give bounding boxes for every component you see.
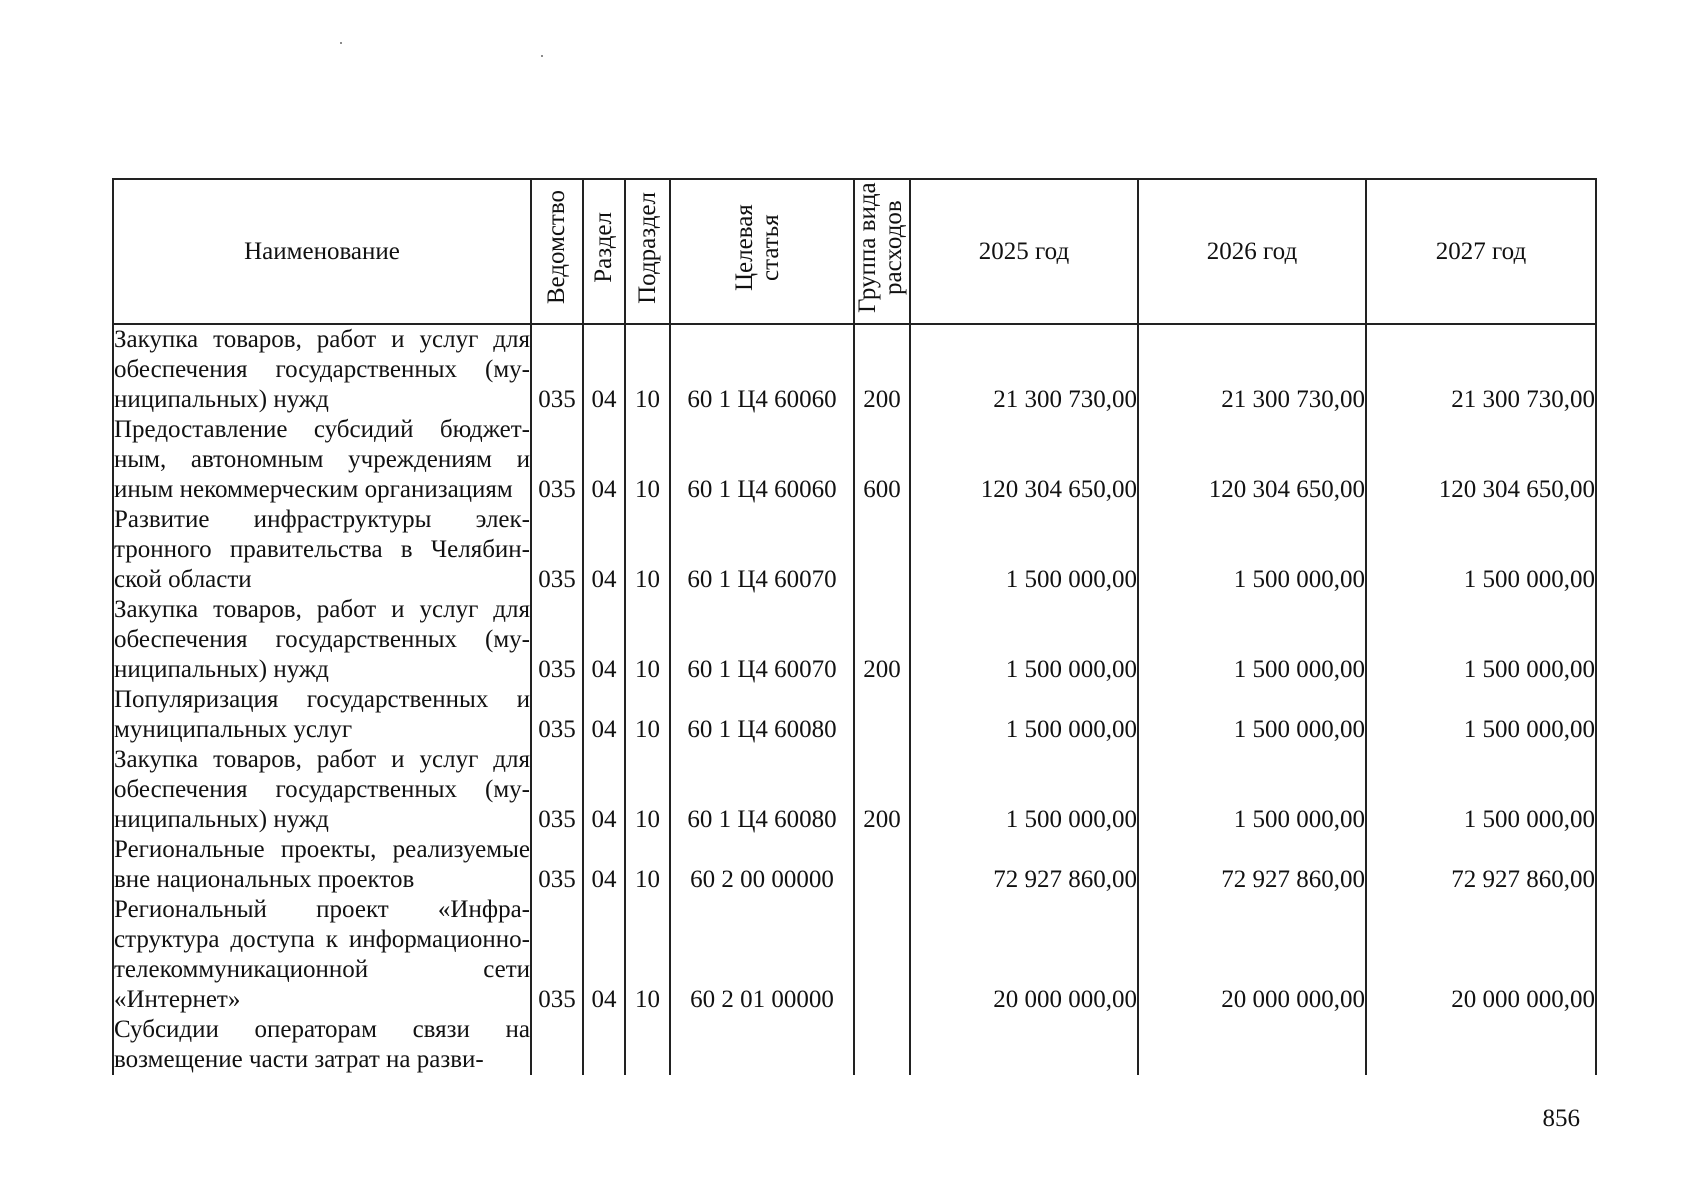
row-2025 (910, 1015, 1138, 1075)
row-gruppa (854, 1015, 910, 1075)
row-razdel: 04 (583, 685, 625, 745)
table-row (113, 595, 1596, 685)
row-2027 (1366, 1015, 1596, 1075)
table-row (113, 685, 1596, 745)
table-row (113, 324, 1596, 415)
row-2026 (1138, 1015, 1366, 1075)
row-vedomstvo: 035 (531, 505, 583, 595)
row-podrazdel: 10 (625, 324, 670, 415)
header-2025 (910, 179, 1138, 324)
header-celevaya-statya-label: Целевая статья (731, 204, 784, 291)
scan-speck (541, 55, 543, 57)
row-razdel (583, 1015, 625, 1075)
row-2025: 1 500 000,00 (910, 685, 1138, 745)
row-2025: 1 500 000,00 (910, 745, 1138, 835)
table-row (113, 415, 1596, 505)
row-podrazdel: 10 (625, 835, 670, 895)
header-2026-label: 2026 год (1206, 237, 1298, 265)
table-row (113, 835, 1596, 895)
header-podrazdel (625, 179, 670, 324)
budget-table (112, 178, 1597, 1075)
row-2025: 120 304 650,00 (910, 415, 1138, 505)
header-celevaya-statya (670, 179, 854, 324)
row-2026: 72 927 860,00 (1138, 835, 1366, 895)
row-2025: 20 000 000,00 (910, 895, 1138, 1015)
row-razdel: 04 (583, 505, 625, 595)
row-podrazdel: 10 (625, 415, 670, 505)
header-podrazdel-label: Подраздел (633, 191, 661, 304)
row-celevaya-statya (670, 1015, 854, 1075)
row-podrazdel: 10 (625, 745, 670, 835)
table-row (113, 745, 1596, 835)
scan-speck (340, 42, 342, 44)
row-2027: 1 500 000,00 (1366, 745, 1596, 835)
row-2026: 20 000 000,00 (1138, 895, 1366, 1015)
row-celevaya-statya: 60 1 Ц4 60060 (670, 324, 854, 415)
header-razdel (583, 179, 625, 324)
row-podrazdel: 10 (625, 595, 670, 685)
row-razdel: 04 (583, 415, 625, 505)
row-name: Закупка товаров, работ и услуг для обеспечения государственных (муниципальных) нужд (114, 746, 530, 833)
row-razdel: 04 (583, 324, 625, 415)
row-2026: 1 500 000,00 (1138, 745, 1366, 835)
row-name: Региональный проект «Инфраструктура доступа к информационно-телекоммуникационной сети «Интернет» (114, 896, 530, 1013)
row-podrazdel: 10 (625, 895, 670, 1015)
row-2027: 1 500 000,00 (1366, 505, 1596, 595)
row-name: Закупка товаров, работ и услуг для обеспечения государственных (муниципальных) нужд (114, 596, 530, 683)
row-podrazdel: 10 (625, 505, 670, 595)
row-2027: 72 927 860,00 (1366, 835, 1596, 895)
row-gruppa (854, 835, 910, 895)
row-gruppa (854, 505, 910, 595)
header-name (113, 179, 531, 324)
row-2027: 120 304 650,00 (1366, 415, 1596, 505)
header-vedomstvo-label: Ведомство (543, 190, 570, 305)
row-2026: 1 500 000,00 (1138, 505, 1366, 595)
row-vedomstvo: 035 (531, 745, 583, 835)
row-podrazdel (625, 1015, 670, 1075)
table-row (113, 505, 1596, 595)
row-2026: 1 500 000,00 (1138, 685, 1366, 745)
header-gruppa (854, 179, 910, 324)
row-2026: 120 304 650,00 (1138, 415, 1366, 505)
header-name-label: Наименование (244, 237, 400, 265)
row-2025: 72 927 860,00 (910, 835, 1138, 895)
row-celevaya-statya: 60 2 01 00000 (670, 895, 854, 1015)
row-celevaya-statya: 60 1 Ц4 60070 (670, 595, 854, 685)
row-2027: 1 500 000,00 (1366, 595, 1596, 685)
header-razdel-label: Раздел (590, 212, 617, 283)
row-vedomstvo: 035 (531, 324, 583, 415)
row-celevaya-statya: 60 1 Ц4 60080 (670, 745, 854, 835)
row-name: Развитие инфраструктуры электронного правительства в Челябинской области (114, 506, 530, 593)
header-2026 (1138, 179, 1366, 324)
row-2025: 1 500 000,00 (910, 595, 1138, 685)
row-gruppa (854, 895, 910, 1015)
row-gruppa: 200 (854, 745, 910, 835)
row-2027: 20 000 000,00 (1366, 895, 1596, 1015)
row-razdel: 04 (583, 595, 625, 685)
row-name: Закупка товаров, работ и услуг для обеспечения государственных (муниципальных) нужд (114, 326, 530, 413)
row-name: Предоставление субсидий бюджетным, автономным учреждениям и иным некоммерческим организациям (114, 416, 530, 503)
row-razdel: 04 (583, 835, 625, 895)
row-name: Субсидии операторам связи на возмещение части затрат на разви- (114, 1016, 530, 1073)
row-celevaya-statya: 60 1 Ц4 60070 (670, 505, 854, 595)
row-vedomstvo (531, 1015, 583, 1075)
row-razdel: 04 (583, 895, 625, 1015)
row-gruppa (854, 685, 910, 745)
table-header-row (113, 179, 1596, 324)
row-razdel: 04 (583, 745, 625, 835)
row-2025: 21 300 730,00 (910, 324, 1138, 415)
row-celevaya-statya: 60 2 00 00000 (670, 835, 854, 895)
header-gruppa-label: Группа вида расходов (854, 182, 907, 313)
row-name: Популяризация государственных и муниципальных услуг (114, 686, 530, 743)
row-vedomstvo: 035 (531, 595, 583, 685)
header-vedomstvo (531, 179, 583, 324)
row-vedomstvo: 035 (531, 415, 583, 505)
row-gruppa: 200 (854, 324, 910, 415)
row-vedomstvo: 035 (531, 895, 583, 1015)
header-2027 (1366, 179, 1596, 324)
row-2025: 1 500 000,00 (910, 505, 1138, 595)
header-2025-label: 2025 год (978, 237, 1070, 265)
row-gruppa: 600 (854, 415, 910, 505)
row-2027: 21 300 730,00 (1366, 324, 1596, 415)
row-celevaya-statya: 60 1 Ц4 60080 (670, 685, 854, 745)
row-vedomstvo: 035 (531, 685, 583, 745)
page-number: 856 (1542, 1105, 1580, 1132)
header-2027-label: 2027 год (1435, 237, 1527, 265)
row-vedomstvo: 035 (531, 835, 583, 895)
row-celevaya-statya: 60 1 Ц4 60060 (670, 415, 854, 505)
table-row (113, 895, 1596, 1015)
row-podrazdel: 10 (625, 685, 670, 745)
row-2027: 1 500 000,00 (1366, 685, 1596, 745)
table-row (113, 1015, 1596, 1075)
row-2026: 21 300 730,00 (1138, 324, 1366, 415)
row-2026: 1 500 000,00 (1138, 595, 1366, 685)
row-gruppa: 200 (854, 595, 910, 685)
row-name: Региональные проекты, реализуемые вне национальных проектов (114, 836, 530, 893)
